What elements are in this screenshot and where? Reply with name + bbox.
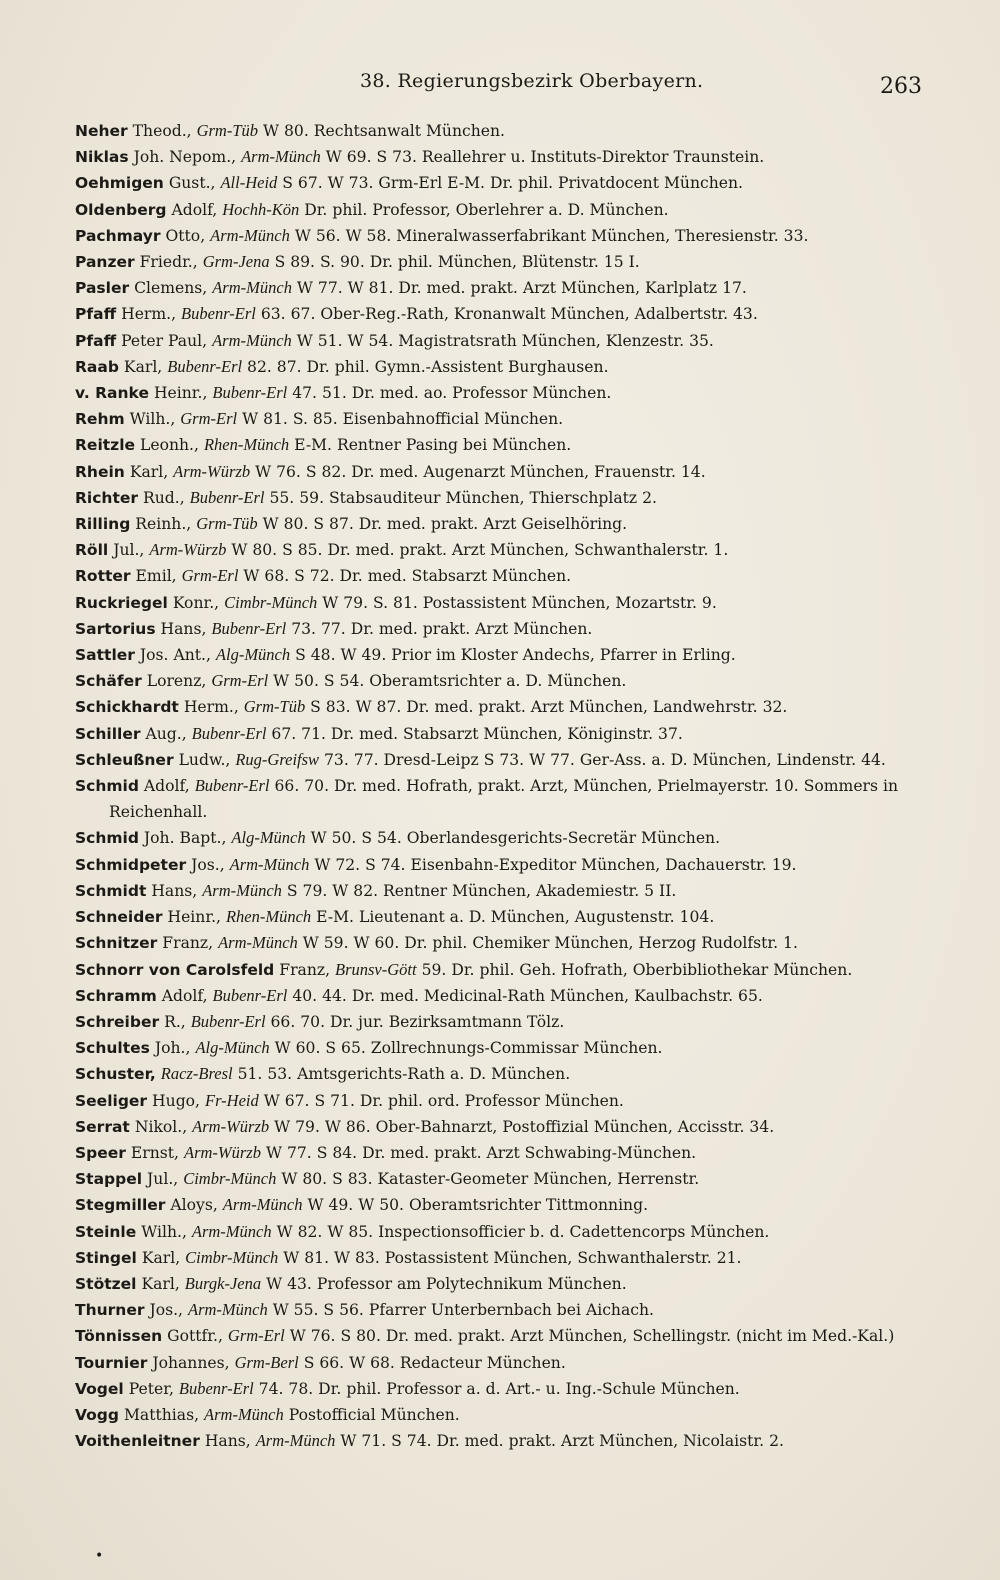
list-item [75, 1376, 955, 1402]
list-item [75, 930, 955, 956]
entry-details: W 76. S 82. Dr. med. Augenarzt München, Frauenstr. 14. [255, 462, 706, 481]
list-item [75, 432, 955, 458]
entry-given-name: Joh. Nepom., [133, 148, 237, 167]
entry-studies: Bubenr-Erl [178, 1378, 254, 1398]
list-item [75, 878, 955, 904]
entry-given-name: Franz, [162, 934, 214, 953]
entry-name: Rilling [75, 515, 131, 534]
entry-name: Pachmayr [75, 226, 161, 245]
entry-studies: Cimbr-Münch [185, 1247, 279, 1267]
entry-given-name: Heinr., [167, 908, 221, 927]
entry-given-name: Lorenz, [146, 672, 207, 691]
entry-name: Schnorr von Carolsfeld [75, 960, 275, 979]
entry-details: 73. 77. Dresd-Leipz S 73. W 77. Ger-Ass. a. D. München, Lindenstr. 44. [324, 750, 886, 769]
entry-details: E-M. Lieutenant a. D. München, Augustenstr. 104. [316, 908, 715, 927]
entry-name: Niklas [75, 148, 129, 167]
entry-name: Oldenberg [75, 200, 167, 219]
entry-studies: Grm-Tüb [196, 121, 259, 140]
entry-given-name: Ernst, [130, 1143, 180, 1162]
entry-name: Sartorius [75, 619, 156, 638]
entry-studies: Grm-Berl [234, 1352, 299, 1372]
list-item [75, 1088, 955, 1114]
list-item [75, 328, 955, 354]
list-item [75, 616, 955, 642]
entry-given-name: Peter, [128, 1379, 174, 1398]
list-item [75, 406, 955, 432]
list-item [75, 904, 955, 930]
list-item [75, 537, 955, 563]
entry-studies: Bubenr-Erl [189, 487, 265, 507]
entry-details: W 77. W 81. Dr. med. prakt. Arzt München, Karlplatz 17. [296, 279, 747, 298]
entry-name: Rhein [75, 462, 125, 481]
entry-given-name: Nikol., [134, 1117, 188, 1136]
entry-studies: Grm-Erl [227, 1326, 285, 1346]
entry-studies: Arm-Würzb [149, 540, 227, 560]
entry-given-name: Herm., [183, 698, 239, 717]
entry-studies: Cimbr-Münch [224, 592, 318, 612]
entry-details: W 59. W 60. Dr. phil. Chemiker München, Herzog Rudolfstr. 1. [302, 934, 798, 953]
entry-given-name: Jos., [191, 855, 225, 874]
list-item [75, 1035, 955, 1061]
entry-details: 73. 77. Dr. med. prakt. Arzt München. [291, 619, 593, 638]
entry-details: W 56. W 58. Mineralwasserfabrikant München, Theresienstr. 33. [294, 226, 809, 245]
list-item [75, 1402, 955, 1428]
entry-details: S 79. W 82. Rentner München, Akademiestr. 5 II. [286, 881, 677, 900]
entry-studies: Grm-Jena [202, 252, 270, 272]
entry-name: Vogg [75, 1405, 119, 1424]
entry-given-name: Rud., [143, 488, 185, 507]
entry-given-name: Gust., [168, 174, 216, 193]
entry-details: W 50. S 54. Oberlandesgerichts-Secretär München. [310, 829, 721, 848]
entry-given-name: Herm., [121, 305, 177, 324]
entry-name: Schultes [75, 1039, 150, 1058]
entry-details: 55. 59. Stabsauditeur München, Thierschplatz 2. [269, 488, 657, 507]
entry-details: 59. Dr. phil. Geh. Hofrath, Oberbibliothekar München. [421, 960, 853, 979]
entry-details: Postofficial München. [288, 1405, 460, 1424]
entry-given-name: Hans, [204, 1432, 251, 1451]
entry-given-name: Jul., [147, 1170, 179, 1189]
entry-details: W 80. Rechtsanwalt München. [263, 122, 506, 140]
entry-given-name: Konr., [172, 593, 220, 612]
entry-details: W 43. Professor am Polytechnikum München. [266, 1274, 627, 1293]
entry-studies: Grm-Tüb [196, 514, 258, 534]
list-item [75, 1192, 955, 1218]
entry-given-name: Jul., [113, 541, 145, 560]
entry-details: W 55. S 56. Pfarrer Unterbernbach bei Aichach. [272, 1301, 654, 1320]
entry-name: Pasler [75, 279, 130, 298]
entry-details: 40. 44. Dr. med. Medicinal-Rath München, Kaulbachstr. 65. [292, 986, 763, 1005]
list-item [75, 825, 955, 851]
entry-name: Schmidt [75, 881, 147, 900]
entry-details: S 48. W 49. Prior im Kloster Andechs, Pfarrer in Erling. [295, 646, 736, 665]
entry-studies: Arm-Münch [202, 880, 282, 900]
entry-details: W 72. S 74. Eisenbahn-Expeditor München, Dachauerstr. 19. [314, 855, 797, 874]
list-item [75, 1271, 955, 1297]
entry-given-name: Adolf, [171, 200, 218, 219]
entry-studies: Alg-Münch [215, 645, 291, 665]
entry-studies: Brunsv-Gött [335, 959, 417, 979]
entry-studies: Arm-Münch [218, 933, 298, 953]
entry-name: Stingel [75, 1248, 137, 1267]
entry-studies: Alg-Münch [231, 828, 306, 848]
entry-name: Speer [75, 1143, 126, 1162]
list-item [75, 301, 955, 327]
list-item [75, 1114, 955, 1140]
entry-given-name: Leonh., [140, 436, 199, 455]
entry-studies: Arm-Münch [255, 1431, 336, 1451]
entry-details: 66. 70. Dr. med. Hofrath, prakt. Arzt, München, Prielmayerstr. 10. Sommers in Reichenhall. [109, 777, 899, 822]
entry-given-name: Hans, [160, 619, 207, 638]
entry-given-name: Peter Paul, [121, 331, 208, 350]
list-item [75, 852, 955, 878]
entry-details: 66. 70. Dr. jur. Bezirksamtmann Tölz. [270, 1012, 565, 1031]
entry-name: Seeliger [75, 1091, 148, 1110]
entry-details: S 83. W 87. Dr. med. prakt. Arzt München, Landwehrstr. 32. [310, 698, 788, 717]
list-item [75, 694, 955, 720]
list-item [75, 485, 955, 511]
list-item [75, 590, 955, 616]
entry-given-name: Gottfr., [167, 1327, 223, 1346]
entry-studies: Arm-Würzb [192, 1116, 270, 1136]
entry-name: Rehm [75, 410, 125, 429]
entry-details: W 80. S 83. Kataster-Geometer München, Herrenstr. [281, 1170, 700, 1189]
entry-given-name: Karl, [141, 1248, 181, 1267]
entry-details: 67. 71. Dr. med. Stabsarzt München, Königinstr. 37. [271, 724, 683, 743]
entry-given-name: Matthias, [123, 1405, 200, 1424]
entry-studies: Cimbr-Münch [183, 1169, 277, 1189]
entry-details: W 50. S 54. Oberamtsrichter a. D. München. [273, 672, 627, 691]
entry-name: Thurner [75, 1301, 145, 1320]
list-item [75, 1245, 955, 1271]
entry-details: S 89. S. 90. Dr. phil. München, Blütenstr. 15 I. [274, 253, 640, 272]
entry-studies: Bubenr-Erl [212, 985, 288, 1005]
entry-given-name: Heinr., [153, 384, 208, 403]
entry-given-name: Theod., [132, 122, 192, 140]
entry-studies: Grm-Erl [211, 671, 269, 691]
entry-name: Pfaff [75, 331, 117, 350]
entry-name: Ruckriegel [75, 593, 168, 612]
entry-studies: Arm-Würzb [183, 1142, 261, 1162]
entry-studies: Arm-Münch [191, 1221, 272, 1241]
list-item [75, 380, 955, 406]
entry-details: W 68. S 72. Dr. med. Stabsarzt München. [243, 567, 572, 586]
entry-given-name: Karl, [141, 1274, 180, 1293]
entry-studies: Bubenr-Erl [167, 356, 243, 376]
entry-studies: Bubenr-Erl [190, 1011, 266, 1031]
entry-given-name: Hans, [151, 881, 198, 900]
list-item [75, 957, 955, 983]
entry-details: S 67. W 73. Grm-Erl E-M. Dr. phil. Privatdocent München. [282, 174, 744, 193]
entry-studies: Arm-Münch [212, 330, 292, 350]
list-item [75, 275, 955, 301]
entry-name: Schneider [75, 908, 163, 927]
entry-name: Schuster, [75, 1065, 156, 1084]
entry-name: Schnitzer [75, 934, 158, 953]
entry-name: Schäfer [75, 672, 142, 691]
entry-details: W 76. S 80. Dr. med. prakt. Arzt München, Schellingstr. (nicht im Med.-Kal.) [289, 1327, 895, 1346]
entry-name: v. Ranke [75, 384, 149, 403]
list-item [75, 642, 955, 668]
entry-name: Rotter [75, 567, 131, 586]
entry-name: Neher [75, 122, 128, 140]
entry-name: Tournier [75, 1353, 148, 1372]
entry-name: Schiller [75, 724, 141, 743]
entry-details: 82. 87. Dr. phil. Gymn.-Assistent Burghausen. [247, 357, 609, 376]
entry-studies: Grm-Erl [181, 566, 239, 586]
entry-studies: All-Heid [220, 173, 278, 193]
entry-studies: Racz-Bresl [160, 1064, 233, 1084]
list-item [75, 747, 955, 773]
entry-studies: Fr-Heid [205, 1090, 259, 1110]
footer-mark: • [95, 1548, 104, 1564]
entry-studies: Arm-Münch [222, 1195, 303, 1215]
entry-details: 63. 67. Ober-Reg.-Rath, Kronanwalt München, Adalbertstr. 43. [260, 305, 758, 324]
entry-studies: Arm-Münch [187, 1300, 268, 1320]
list-item [75, 1166, 955, 1192]
list-item [75, 249, 955, 275]
entry-given-name: Joh. Bapt., [143, 829, 227, 848]
entry-details: E-M. Rentner Pasing bei München. [294, 436, 572, 455]
entry-name: Voithenleitner [75, 1432, 200, 1451]
list-item [75, 118, 955, 144]
entry-name: Raab [75, 357, 119, 376]
entry-name: Tönnissen [75, 1327, 163, 1346]
entry-given-name: Ludw., [178, 750, 231, 769]
entry-studies: Rug-Greifsw [235, 749, 320, 769]
list-item [75, 1350, 955, 1376]
list-item [75, 1061, 955, 1087]
entry-given-name: Aug., [145, 724, 187, 743]
entry-details: W 80. S 87. Dr. med. prakt. Arzt Geiselhöring. [262, 515, 628, 534]
list-item [75, 1140, 955, 1166]
entry-details: Dr. phil. Professor, Oberlehrer a. D. München. [304, 200, 669, 219]
entry-details: W 81. W 83. Postassistent München, Schwanthalerstr. 21. [283, 1248, 742, 1267]
entry-studies: Burgk-Jena [184, 1273, 262, 1293]
directory-list [75, 118, 955, 1454]
list-item [75, 223, 955, 249]
entry-given-name: Wilh., [141, 1222, 187, 1241]
entry-studies: Bubenr-Erl [191, 723, 267, 743]
list-item [75, 721, 955, 747]
entry-given-name: Otto, [165, 226, 206, 245]
entry-name: Röll [75, 541, 109, 560]
entry-details: W 69. S 73. Reallehrer u. Instituts-Direktor Traunstein. [325, 148, 765, 167]
list-item [75, 773, 955, 825]
entry-studies: Arm-Würzb [173, 461, 251, 481]
entry-details: S 66. W 68. Redacteur München. [303, 1353, 566, 1372]
list-item [75, 1297, 955, 1323]
entry-name: Sattler [75, 646, 135, 665]
list-item [75, 1009, 955, 1035]
list-item [75, 668, 955, 694]
entry-studies: Arm-Münch [212, 278, 292, 298]
list-item [75, 983, 955, 1009]
entry-given-name: Hugo, [152, 1091, 201, 1110]
entry-details: W 79. S. 81. Postassistent München, Mozartstr. 9. [322, 593, 717, 612]
entry-name: Schickhardt [75, 698, 179, 717]
entry-studies: Arm-Münch [241, 147, 321, 167]
entry-given-name: Wilh., [129, 410, 176, 429]
entry-given-name: Karl, [129, 462, 169, 481]
entry-given-name: Emil, [135, 567, 177, 586]
entry-studies: Grm-Erl [180, 409, 238, 429]
page-number: 263 [880, 74, 922, 99]
entry-name: Schramm [75, 986, 157, 1005]
entry-studies: Bubenr-Erl [181, 304, 256, 324]
entry-studies: Arm-Münch [204, 1404, 284, 1424]
entry-given-name: Adolf, [143, 777, 190, 796]
entry-details: W 81. S. 85. Eisenbahnofficial München. [242, 410, 564, 429]
entry-name: Stötzel [75, 1274, 137, 1293]
entry-given-name: Reinh., [135, 515, 192, 534]
entry-details: W 67. S 71. Dr. phil. ord. Professor München. [263, 1091, 624, 1110]
entry-name: Schmidpeter [75, 855, 187, 874]
list-item [75, 563, 955, 589]
entry-studies: Bubenr-Erl [194, 776, 270, 796]
entry-name: Serrat [75, 1117, 130, 1136]
page-header [0, 70, 1000, 100]
entry-name: Richter [75, 488, 139, 507]
entry-studies: Grm-Tüb [243, 697, 306, 717]
entry-name: Reitzle [75, 436, 136, 455]
entry-name: Panzer [75, 253, 135, 272]
entry-given-name: Franz, [279, 960, 331, 979]
entry-details: 47. 51. Dr. med. ao. Professor München. [292, 384, 612, 403]
entry-given-name: Aloys, [170, 1196, 218, 1215]
entry-name: Schmid [75, 777, 139, 796]
entry-given-name: Jos., [149, 1301, 184, 1320]
entry-details: W 71. S 74. Dr. med. prakt. Arzt München, Nicolaistr. 2. [340, 1432, 784, 1451]
entry-details: W 80. S 85. Dr. med. prakt. Arzt München, Schwanthalerstr. 1. [231, 541, 729, 560]
entry-name: Vogel [75, 1379, 124, 1398]
entry-studies: Arm-Münch [229, 854, 310, 874]
running-title: 38. Regierungsbezirk Oberbayern. [360, 70, 704, 92]
list-item [75, 511, 955, 537]
entry-name: Schreiber [75, 1012, 160, 1031]
list-item [75, 170, 955, 196]
entry-studies: Bubenr-Erl [211, 618, 287, 638]
entry-studies: Hochh-Kön [222, 199, 300, 219]
list-item [75, 144, 955, 170]
entry-studies: Bubenr-Erl [212, 383, 288, 403]
list-item [75, 197, 955, 223]
entry-given-name: R., [164, 1012, 186, 1031]
entry-details: W 60. S 65. Zollrechnungs-Commissar München. [274, 1039, 663, 1058]
entry-details: W 51. W 54. Magistratsrath München, Klenzestr. 35. [296, 331, 714, 350]
entry-studies: Rhen-Münch [203, 435, 290, 455]
entry-details: W 77. S 84. Dr. med. prakt. Arzt Schwabing-München. [265, 1143, 697, 1162]
entry-studies: Arm-Münch [210, 225, 290, 245]
entry-name: Oehmigen [75, 174, 164, 193]
entry-given-name: Karl, [123, 357, 163, 376]
entry-given-name: Adolf, [161, 986, 208, 1005]
entry-given-name: Friedr., [139, 253, 198, 272]
entry-name: Steinle [75, 1222, 137, 1241]
entry-studies: Rhen-Münch [225, 907, 312, 927]
entry-details: 51. 53. Amtsgerichts-Rath a. D. München. [237, 1065, 571, 1084]
entry-name: Stegmiller [75, 1196, 166, 1215]
entry-name: Schleußner [75, 750, 174, 769]
entry-details: 74. 78. Dr. phil. Professor a. d. Art.- u. Ing.-Schule München. [258, 1379, 740, 1398]
entry-given-name: Jos. Ant., [139, 646, 211, 665]
entry-name: Schmid [75, 829, 139, 848]
entry-name: Stappel [75, 1170, 143, 1189]
entry-name: Pfaff [75, 305, 117, 324]
entry-details: W 82. W 85. Inspectionsofficier b. d. Cadettencorps München. [276, 1222, 770, 1241]
list-item [75, 459, 955, 485]
entry-given-name: Clemens, [134, 279, 208, 298]
entry-given-name: Johannes, [152, 1353, 230, 1372]
entry-details: W 79. W 86. Ober-Bahnarzt, Postoffizial München, Accisstr. 34. [274, 1117, 775, 1136]
list-item [75, 1323, 955, 1349]
entry-studies: Alg-Münch [195, 1038, 270, 1058]
entry-details: W 49. W 50. Oberamtsrichter Tittmonning. [307, 1196, 649, 1215]
list-item [75, 354, 955, 380]
entry-given-name: Joh., [154, 1039, 191, 1058]
list-item [75, 1219, 955, 1245]
list-item [75, 1428, 955, 1454]
